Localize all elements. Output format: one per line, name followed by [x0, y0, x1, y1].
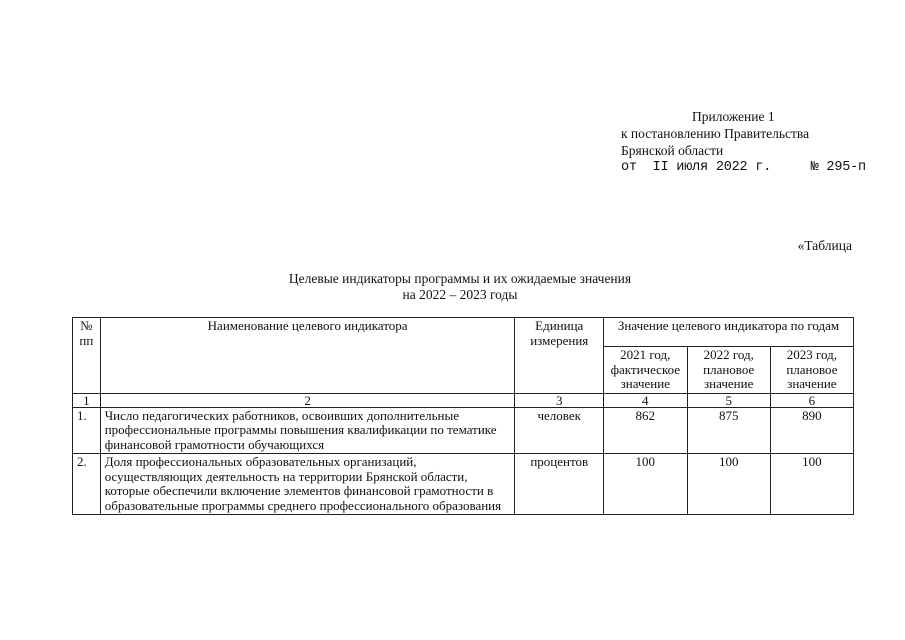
value-2021: 100 — [603, 454, 687, 515]
header-number: № пп — [73, 318, 101, 394]
indicator-name: Число педагогических работников, освоивших дополнительные профессиональные программы повышения квалификации по тематике финансовой грамотности обучающихся — [100, 407, 515, 454]
indicator-unit: процентов — [515, 454, 603, 515]
row-number: 2. — [73, 454, 101, 515]
column-number: 1 — [73, 393, 101, 407]
heading-line-2: на 2022 – 2023 годы — [402, 287, 518, 302]
value-2022: 100 — [687, 454, 770, 515]
column-number: 6 — [770, 393, 853, 407]
header-year-2021: 2021 год, фактическое значение — [603, 347, 687, 394]
table-caption: «Таблица — [797, 238, 852, 253]
document-heading — [0, 271, 905, 303]
header-row-top — [73, 318, 854, 347]
indicator-name: Доля профессиональных образовательных организаций, осуществляющих деятельность на территории Брянской области, которые обеспечили включение элементов финансовой грамотности в образовательные программы среднего профессионального образования — [100, 454, 515, 515]
value-2021: 862 — [603, 407, 687, 454]
header-year-2022: 2022 год, плановое значение — [687, 347, 770, 394]
appendix-title: Приложение 1 — [692, 109, 775, 124]
header-year-2023: 2023 год, плановое значение — [770, 347, 853, 394]
value-2023: 100 — [770, 454, 853, 515]
value-2023: 890 — [770, 407, 853, 454]
header-indicator-name: Наименование целевого индикатора — [100, 318, 515, 394]
table-row — [73, 454, 854, 515]
header-values-group: Значение целевого индикатора по годам — [603, 318, 853, 347]
column-numbers-row — [73, 393, 854, 407]
column-number: 4 — [603, 393, 687, 407]
row-number: 1. — [73, 407, 101, 454]
heading-line-1: Целевые индикаторы программы и их ожидаемые значения — [288, 271, 632, 286]
column-number: 5 — [687, 393, 770, 407]
table-row — [73, 407, 854, 454]
value-2022: 875 — [687, 407, 770, 454]
appendix-block — [621, 108, 866, 176]
column-number: 3 — [515, 393, 603, 407]
header-unit: Единица измерения — [515, 318, 603, 394]
indicator-unit: человек — [515, 407, 603, 454]
indicators-table — [72, 317, 854, 515]
appendix-region-line: Брянской области — [621, 143, 724, 158]
appendix-date-stamp: от II июля 2022 г. № 295-п — [621, 160, 866, 175]
appendix-resolution-line: к постановлению Правительства — [621, 126, 810, 141]
column-number: 2 — [100, 393, 515, 407]
